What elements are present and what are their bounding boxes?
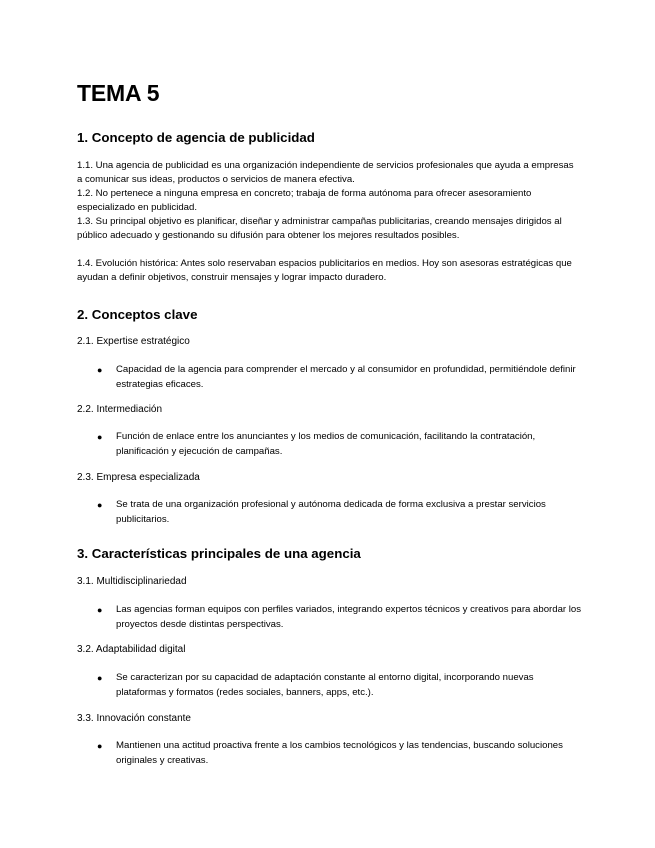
bullet-text: Capacidad de la agencia para comprender el mercado y al consumidor en profundidad, permitiéndole definir estrategias eficaces. <box>116 364 576 390</box>
section-heading-1: 1. Concepto de agencia de publicidad <box>77 130 315 145</box>
section-heading-2: 2. Conceptos clave <box>77 307 198 322</box>
paragraph-1-1: 1.1. Una agencia de publicidad es una organización independiente de servicios profesionales que ayuda a empresas a comunicar sus ideas, productos o servicios de manera efectiva. <box>77 160 574 185</box>
bullet-item-2-1 <box>97 363 583 392</box>
bullet-item-3-2 <box>97 671 583 700</box>
bullet-icon: ● <box>97 673 103 683</box>
section-heading-3: 3. Características principales de una agencia <box>77 546 361 561</box>
bullet-item-3-3 <box>97 739 583 768</box>
subsection-title-2-3: 2.3. Empresa especializada <box>77 472 200 483</box>
bullet-text: Las agencias forman equipos con perfiles variados, integrando expertos técnicos y creativos para abordar los proyectos desde distintas perspectivas. <box>116 604 582 630</box>
bullet-text: Se caracterizan por su capacidad de adaptación constante al entorno digital, incorporando nuevas plataformas y formatos (redes sociales, banners, apps, etc.). <box>116 672 534 698</box>
bullet-icon: ● <box>97 365 103 375</box>
page-title: TEMA 5 <box>77 80 160 106</box>
subsection-title-3-1: 3.1. Multidisciplinariedad <box>77 576 187 587</box>
bullet-icon: ● <box>97 605 103 615</box>
bullet-icon: ● <box>97 741 103 751</box>
paragraph-1-4: 1.4. Evolución histórica: Antes solo reservaban espacios publicitarios en medios. Hoy son asesoras estratégicas que ayudan a definir objetivos, construir mensajes y lograr impacto duradero. <box>77 258 572 283</box>
subsection-title-3-2: 3.2. Adaptabilidad digital <box>77 644 186 655</box>
bullet-icon: ● <box>97 432 103 442</box>
paragraph-1-3: 1.3. Su principal objetivo es planificar, diseñar y administrar campañas publicitarias, creando mensajes dirigidos al público adecuado y gestionando su difusión para obtener los mejores resultados posibles. <box>77 216 562 241</box>
bullet-text: Mantienen una actitud proactiva frente a los cambios tecnológicos y las tendencias, buscando soluciones originales y creativas. <box>116 740 563 766</box>
bullet-item-3-1 <box>97 603 583 632</box>
subsection-title-3-3: 3.3. Innovación constante <box>77 713 191 724</box>
bullet-item-2-3 <box>97 498 583 527</box>
subsection-title-2-2: 2.2. Intermediación <box>77 404 163 415</box>
bullet-icon: ● <box>97 500 103 510</box>
bullet-item-2-2 <box>97 430 583 459</box>
bullet-text: Se trata de una organización profesional y autónoma dedicada de forma exclusiva a prestar servicios publicitarios. <box>116 499 546 525</box>
bullet-text: Función de enlace entre los anunciantes y los medios de comunicación, facilitando la contratación, planificación y ejecución de campañas. <box>116 431 536 457</box>
subsection-title-2-1: 2.1. Expertise estratégico <box>77 336 190 347</box>
paragraph-1-2: 1.2. No pertenece a ninguna empresa en concreto; trabaja de forma autónoma para ofrecer asesoramiento especializado en publicidad. <box>77 188 532 213</box>
